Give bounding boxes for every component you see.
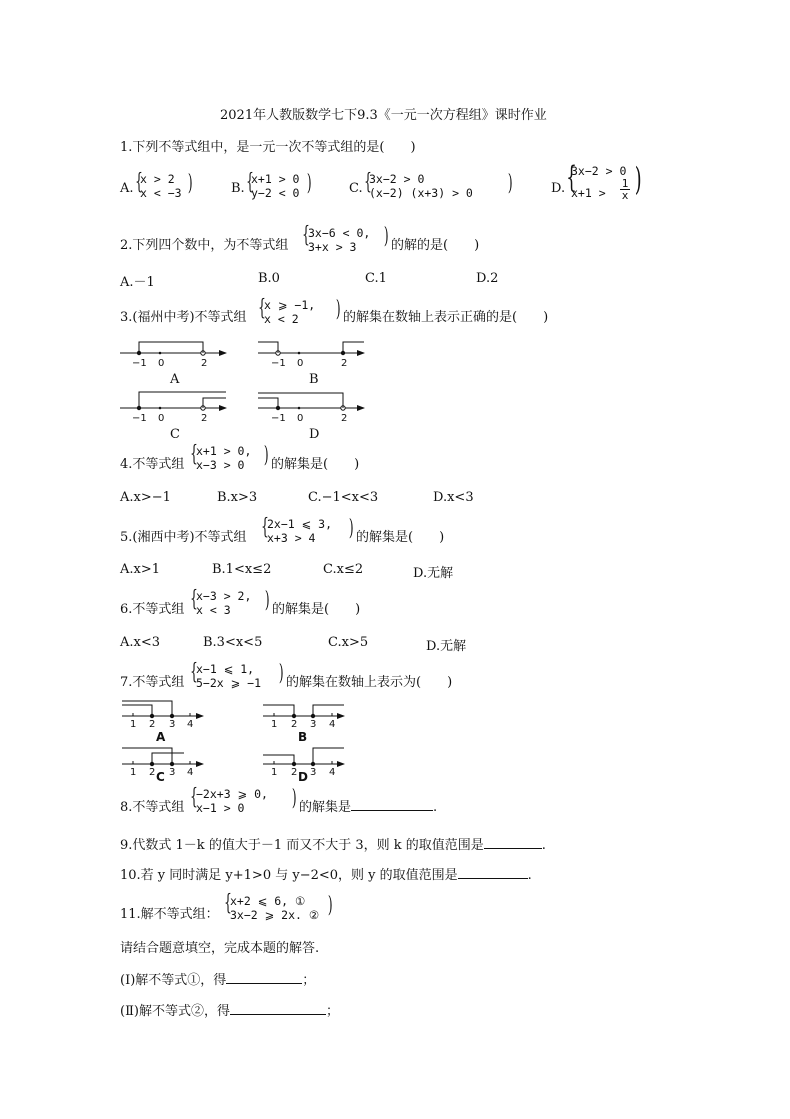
right-paren: ) [335, 297, 341, 322]
q7-stem-pre: 7.不等式组 [120, 675, 185, 690]
q6-stem-pre: 6.不等式组 [120, 602, 185, 617]
graph-caption: C [156, 770, 165, 784]
left-brace: { [190, 587, 198, 612]
q3-stem-pre: 3.(福州中考)不等式组 [120, 310, 247, 325]
tick-label: 4 [187, 719, 194, 730]
graph-caption: A [170, 372, 180, 387]
fraction-denominator: x [621, 189, 629, 202]
left-brace: { [246, 170, 254, 195]
q11-line1: x+2 ⩽ 6, ① [230, 894, 306, 908]
answer-blank[interactable] [230, 1002, 326, 1015]
q5-line1: 2x−1 ⩽ 3, [267, 517, 333, 531]
q1-c-line2: (x−2) (x+3) > 0 [369, 186, 473, 200]
tick-dot [298, 352, 301, 355]
left-brace: { [224, 891, 232, 916]
q1-c-line1: 3x−2 > 0 [369, 172, 425, 186]
q2-option-b: B.0 [258, 271, 280, 286]
q1-a-line1: x > 2 [140, 172, 175, 186]
q10-text: 10.若 y 同时满足 y+1>0 与 y−2<0，则 y 的取值范围是 [120, 868, 458, 883]
solution-bracket [203, 398, 226, 408]
q4-option-c: C.−1<x<3 [308, 490, 379, 505]
question-10 [120, 864, 532, 883]
graph-caption: A [156, 730, 166, 744]
q1-b-label: B. [231, 181, 245, 196]
tick-label: 0 [158, 358, 165, 369]
q1-a-line2: x < −3 [140, 186, 182, 200]
solution-bracket [343, 342, 364, 353]
q4-line1: x+1 > 0, [196, 444, 252, 458]
q6-stem-post: 的解集是( ) [272, 602, 361, 617]
tick-label: 2 [291, 719, 298, 730]
q5-option-d: D.无解 [413, 566, 454, 581]
graph-caption: D [298, 770, 308, 784]
q11-part-1-end: ； [302, 973, 316, 988]
q4-option-a: A.x>−1 [120, 490, 171, 505]
tick-label: 2 [201, 358, 208, 369]
q1-b-line2: y−2 < 0 [251, 186, 300, 200]
tick-label: 2 [291, 767, 298, 778]
right-paren: ) [306, 171, 312, 196]
q6-option-d: D.无解 [426, 639, 467, 654]
solution-bracket [313, 705, 344, 716]
q4-stem-post: 的解集是( ) [271, 457, 360, 472]
q11-part-2-text: (Ⅱ)解不等式②，得 [120, 1004, 230, 1019]
tick-label: 3 [310, 767, 317, 778]
left-brace: { [190, 660, 198, 685]
q2-option-a: A.－1 [120, 275, 155, 290]
q2-option-c: C.1 [365, 271, 387, 286]
fraction-numerator: 1 [621, 177, 629, 190]
q3-graph-c [120, 392, 226, 442]
tick-label: 0 [158, 413, 165, 424]
q3-graph-d [258, 393, 364, 442]
q10-end: . [527, 868, 532, 883]
right-paren: ) [187, 171, 193, 196]
q1-d-line2-text: x+1 > [571, 186, 606, 200]
q11-instruction: 请结合题意填空，完成本题的解答. [120, 941, 320, 956]
graph-caption: B [309, 372, 319, 387]
q7-system [196, 662, 261, 690]
solution-bracket [122, 701, 172, 716]
q7-line1: x−1 ⩽ 1, [196, 662, 255, 676]
q2-line1: 3x−6 < 0, [308, 226, 371, 240]
tick-label: 3 [169, 767, 176, 778]
tick-label: 1 [130, 719, 137, 730]
q8-system [196, 787, 268, 815]
q9-end: . [541, 838, 546, 853]
q6-option-a: A.x<3 [120, 635, 161, 650]
tick-label: −1 [132, 413, 147, 424]
q4-line2: x−3 > 0 [196, 458, 245, 472]
tick-label: 1 [271, 719, 278, 730]
graph-caption: B [298, 730, 308, 744]
tick-label: 2 [341, 413, 348, 424]
solution-bracket [122, 705, 152, 716]
tick-dot [298, 407, 301, 410]
q3-graph-a [120, 342, 226, 387]
solution-bracket [139, 392, 226, 408]
solution-bracket [258, 398, 278, 408]
left-brace: { [566, 160, 577, 195]
solution-bracket [122, 748, 172, 764]
q8-end: . [433, 800, 438, 815]
q7-graph-d [263, 748, 344, 784]
solution-bracket [152, 753, 184, 764]
tick-label: 4 [329, 719, 336, 730]
q11-system [230, 894, 319, 922]
q11-part-1-text: (Ⅰ)解不等式①，得 [120, 973, 227, 988]
right-paren: ) [634, 160, 642, 198]
q1-d-label: D. [551, 181, 566, 196]
tick-label: 1 [130, 767, 137, 778]
q11-line2: 3x−2 ⩾ 2x. ② [230, 908, 320, 922]
left-brace: { [302, 223, 310, 248]
q6-option-c: C.x>5 [328, 635, 369, 650]
left-brace: { [364, 170, 372, 195]
q6-line1: x−3 > 2, [196, 589, 252, 603]
q6-option-b: B.3<x<5 [203, 635, 263, 650]
q6-system [196, 589, 251, 617]
tick-label: 3 [310, 719, 317, 730]
solution-bracket [313, 748, 344, 764]
left-brace: { [190, 442, 198, 467]
tick-label: 0 [297, 413, 304, 424]
q2-stem-pre: 2.下列四个数中，为不等式组 [120, 238, 289, 253]
right-paren: ) [348, 516, 354, 541]
q8-stem-post: 的解集是 [299, 800, 352, 815]
q1-d-line1: 3x−2 > 0 [571, 164, 627, 178]
q7-graph-c [122, 748, 203, 784]
q7-stem-post: 的解集在数轴上表示为( ) [286, 675, 453, 690]
q5-system [267, 517, 332, 545]
q2-option-d: D.2 [476, 271, 499, 286]
q8-line2: x−1 > 0 [196, 801, 245, 815]
right-paren: ) [278, 661, 284, 686]
right-paren: ) [383, 224, 389, 249]
question-9 [120, 834, 546, 853]
q8-line1: −2x+3 ⩾ 0, [196, 787, 268, 801]
q11-part-2-end: ； [325, 1004, 339, 1019]
q3-stem-post: 的解集在数轴上表示正确的是( ) [343, 310, 549, 325]
left-brace: { [190, 785, 198, 810]
q11-part-1 [120, 969, 315, 988]
q4-option-d: D.x<3 [433, 490, 474, 505]
question-1-stem: 1.下列不等式组中，是一元一次不等式组的是( ) [120, 140, 416, 155]
q2-line2: 3+x > 3 [308, 240, 357, 254]
q3-line2: x < 2 [264, 312, 299, 326]
graph-caption: D [309, 427, 320, 442]
q5-option-b: B.1<x≤2 [212, 562, 272, 577]
answer-blank[interactable] [351, 798, 433, 811]
solution-bracket [258, 342, 278, 353]
tick-label: −1 [271, 413, 286, 424]
q8-stem-pre: 8.不等式组 [120, 800, 185, 815]
q6-line2: x < 3 [196, 603, 231, 617]
tick-label: 3 [169, 719, 176, 730]
tick-label: 4 [329, 767, 336, 778]
tick-label: 2 [201, 413, 208, 424]
answer-blank[interactable] [458, 866, 528, 879]
q1-a-label: A. [120, 181, 134, 196]
q5-stem-pre: 5.(湘西中考)不等式组 [120, 530, 247, 545]
solution-bracket [263, 705, 294, 716]
q7-graph-b [263, 705, 344, 744]
tick-label: 2 [149, 719, 156, 730]
tick-dot [159, 407, 162, 410]
solution-bracket [139, 342, 203, 353]
q3-line1: x ⩾ −1, [264, 298, 316, 312]
right-paren: ) [507, 171, 513, 196]
tick-label: 0 [297, 358, 304, 369]
solution-bracket [263, 755, 294, 764]
q11-stem-pre: 11.解不等式组： [120, 907, 219, 922]
q5-option-a: A.x>1 [120, 562, 161, 577]
q4-system [196, 444, 251, 472]
q2-stem-post: 的解的是( ) [391, 238, 480, 253]
q7-graph-a [122, 701, 203, 744]
right-paren: ) [263, 443, 269, 468]
q5-line2: x+3 > 4 [267, 531, 316, 545]
right-paren: ) [327, 893, 333, 918]
tick-label: 2 [149, 767, 156, 778]
right-paren: ) [291, 786, 297, 811]
q3-graph-b [258, 342, 364, 387]
q11-part-2 [120, 1000, 339, 1019]
answer-blank[interactable] [226, 971, 302, 984]
tick-label: −1 [132, 358, 147, 369]
answer-blank[interactable] [484, 836, 542, 849]
q4-stem-pre: 4.不等式组 [120, 457, 185, 472]
tick-label: 1 [271, 767, 278, 778]
q1-b-line1: x+1 > 0 [251, 172, 300, 186]
q9-text: 9.代数式 1－k 的值大于－1 而又不大于 3，则 k 的取值范围是 [120, 838, 484, 853]
page-title: 2021年人教版数学七下9.3《一元一次方程组》课时作业 [220, 108, 547, 123]
tick-label: 4 [187, 767, 194, 778]
solution-bracket [258, 393, 343, 408]
tick-label: 2 [341, 358, 348, 369]
q7-line2: 5−2x ⩾ −1 [196, 676, 262, 690]
graph-caption: C [170, 427, 180, 442]
left-brace: { [135, 170, 143, 195]
right-paren: ) [264, 588, 270, 613]
q4-option-b: B.x>3 [217, 490, 258, 505]
tick-label: −1 [271, 358, 286, 369]
tick-dot [159, 352, 162, 355]
q5-option-c: C.x≤2 [323, 562, 364, 577]
left-brace: { [258, 296, 266, 321]
q1-c-label: C. [349, 181, 363, 196]
q5-stem-post: 的解集是( ) [356, 530, 445, 545]
left-brace: { [261, 515, 269, 540]
q8-stem-post-line [299, 796, 437, 815]
